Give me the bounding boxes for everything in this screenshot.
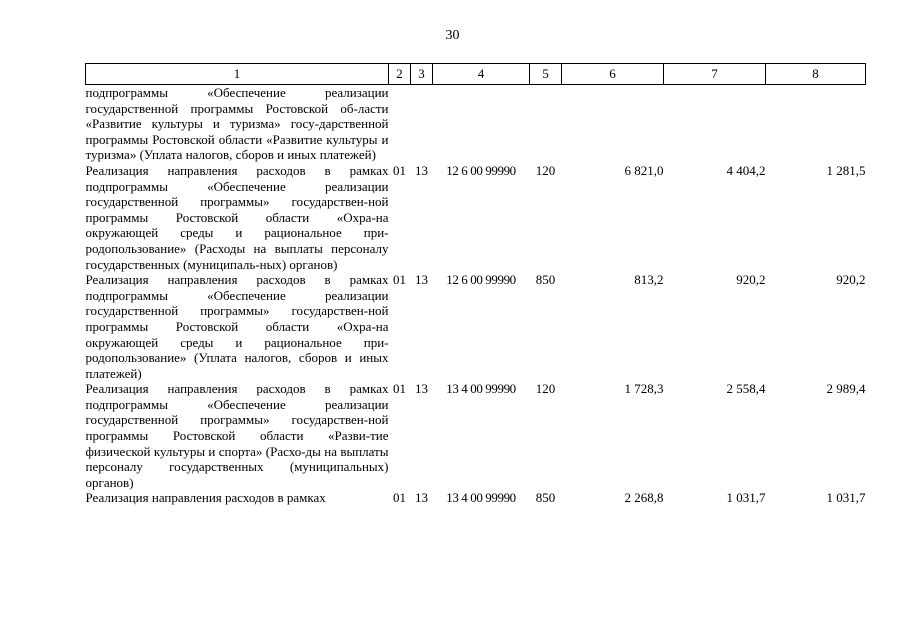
row-description: Реализация направления расходов в рамках подпрограммы «Обеспечение реализации государственной программы» государствен-ной программы Ростовской области «Охра-на окружающей среды и рациональное при-родопользование» (Уплата налогов, сборов и иных платежей) <box>85 272 389 381</box>
row-section <box>389 85 411 163</box>
row-amount-year2: 1 031,7 <box>726 490 766 506</box>
header-cell-7: 7 <box>664 64 766 85</box>
header-row <box>86 64 866 85</box>
row-section: 01 <box>393 490 406 506</box>
row-expense-type: 850 <box>535 272 556 288</box>
row-amount-year3: 2 989,4 <box>826 381 866 397</box>
row-subsection: 13 <box>415 162 428 178</box>
row-description: Реализация направления расходов в рамках <box>85 490 326 506</box>
row-target-code <box>433 85 530 163</box>
row-section: 01 <box>393 272 406 288</box>
row-target-code: 12 6 00 99990 <box>446 162 516 178</box>
table-row <box>86 490 866 506</box>
row-amount-year2 <box>664 85 766 163</box>
row-target-code: 12 6 00 99990 <box>446 272 516 288</box>
table-header <box>86 64 866 85</box>
row-amount-year3: 1 031,7 <box>826 490 866 506</box>
table-body <box>86 85 866 507</box>
row-subsection: 13 <box>415 272 428 288</box>
row-description: Реализация направления расходов в рамках подпрограммы «Обеспечение реализации государственной программы» государствен-ной программы Ростовской области «Разви-тие физической культуры и спорта» (Расхо-ды на выплаты персоналу государственных (муниципальных) органов) <box>85 381 389 490</box>
row-amount-year1: 2 268,8 <box>624 490 664 506</box>
row-amount-year2: 920,2 <box>736 272 766 288</box>
row-target-code: 13 4 00 99990 <box>446 381 516 397</box>
table-row <box>86 272 866 381</box>
row-amount-year3 <box>766 85 866 163</box>
row-amount-year1: 813,2 <box>634 272 664 288</box>
row-subsection: 13 <box>415 381 428 397</box>
row-amount-year1: 6 821,0 <box>624 162 664 178</box>
row-amount-year1: 1 728,3 <box>624 381 664 397</box>
row-expense-type: 120 <box>535 381 556 397</box>
header-cell-4: 4 <box>433 64 530 85</box>
row-subsection <box>411 85 433 163</box>
row-amount-year3: 1 281,5 <box>826 162 866 178</box>
header-cell-5: 5 <box>530 64 562 85</box>
row-expense-type: 850 <box>535 490 556 506</box>
header-cell-2: 2 <box>389 64 411 85</box>
table-row <box>86 381 866 490</box>
page-number: 30 <box>445 28 460 43</box>
row-section: 01 <box>393 162 406 178</box>
budget-table <box>85 63 866 506</box>
table-row <box>86 85 866 163</box>
header-cell-6: 6 <box>562 64 664 85</box>
row-expense-type: 120 <box>535 162 556 178</box>
row-amount-year2: 2 558,4 <box>726 381 766 397</box>
table-row <box>86 163 866 272</box>
row-expense-type <box>530 85 562 163</box>
header-cell-8: 8 <box>766 64 866 85</box>
row-amount-year2: 4 404,2 <box>726 162 766 178</box>
row-target-code: 13 4 00 99990 <box>446 490 516 506</box>
row-description: Реализация направления расходов в рамках подпрограммы «Обеспечение реализации государственной программы» государствен-ной программы Ростовской области «Охра-на окружающей среды и рациональное при-родопользование» (Расходы на выплаты персоналу государственных (муниципаль-ных) органов) <box>85 162 389 272</box>
header-cell-3: 3 <box>411 64 433 85</box>
row-amount-year3: 920,2 <box>836 272 866 288</box>
row-description: подпрограммы «Обеспечение реализации государственной программы Ростовской об-ласти «Развитие культуры и туризма» госу-дарственной программы Ростовской области «Развитие культуры и туризма» (Уплата налогов, сборов и иных платежей) <box>85 85 389 163</box>
row-section: 01 <box>393 381 406 397</box>
header-cell-1: 1 <box>86 64 389 85</box>
row-subsection: 13 <box>415 490 428 506</box>
row-amount-year1 <box>562 85 664 163</box>
